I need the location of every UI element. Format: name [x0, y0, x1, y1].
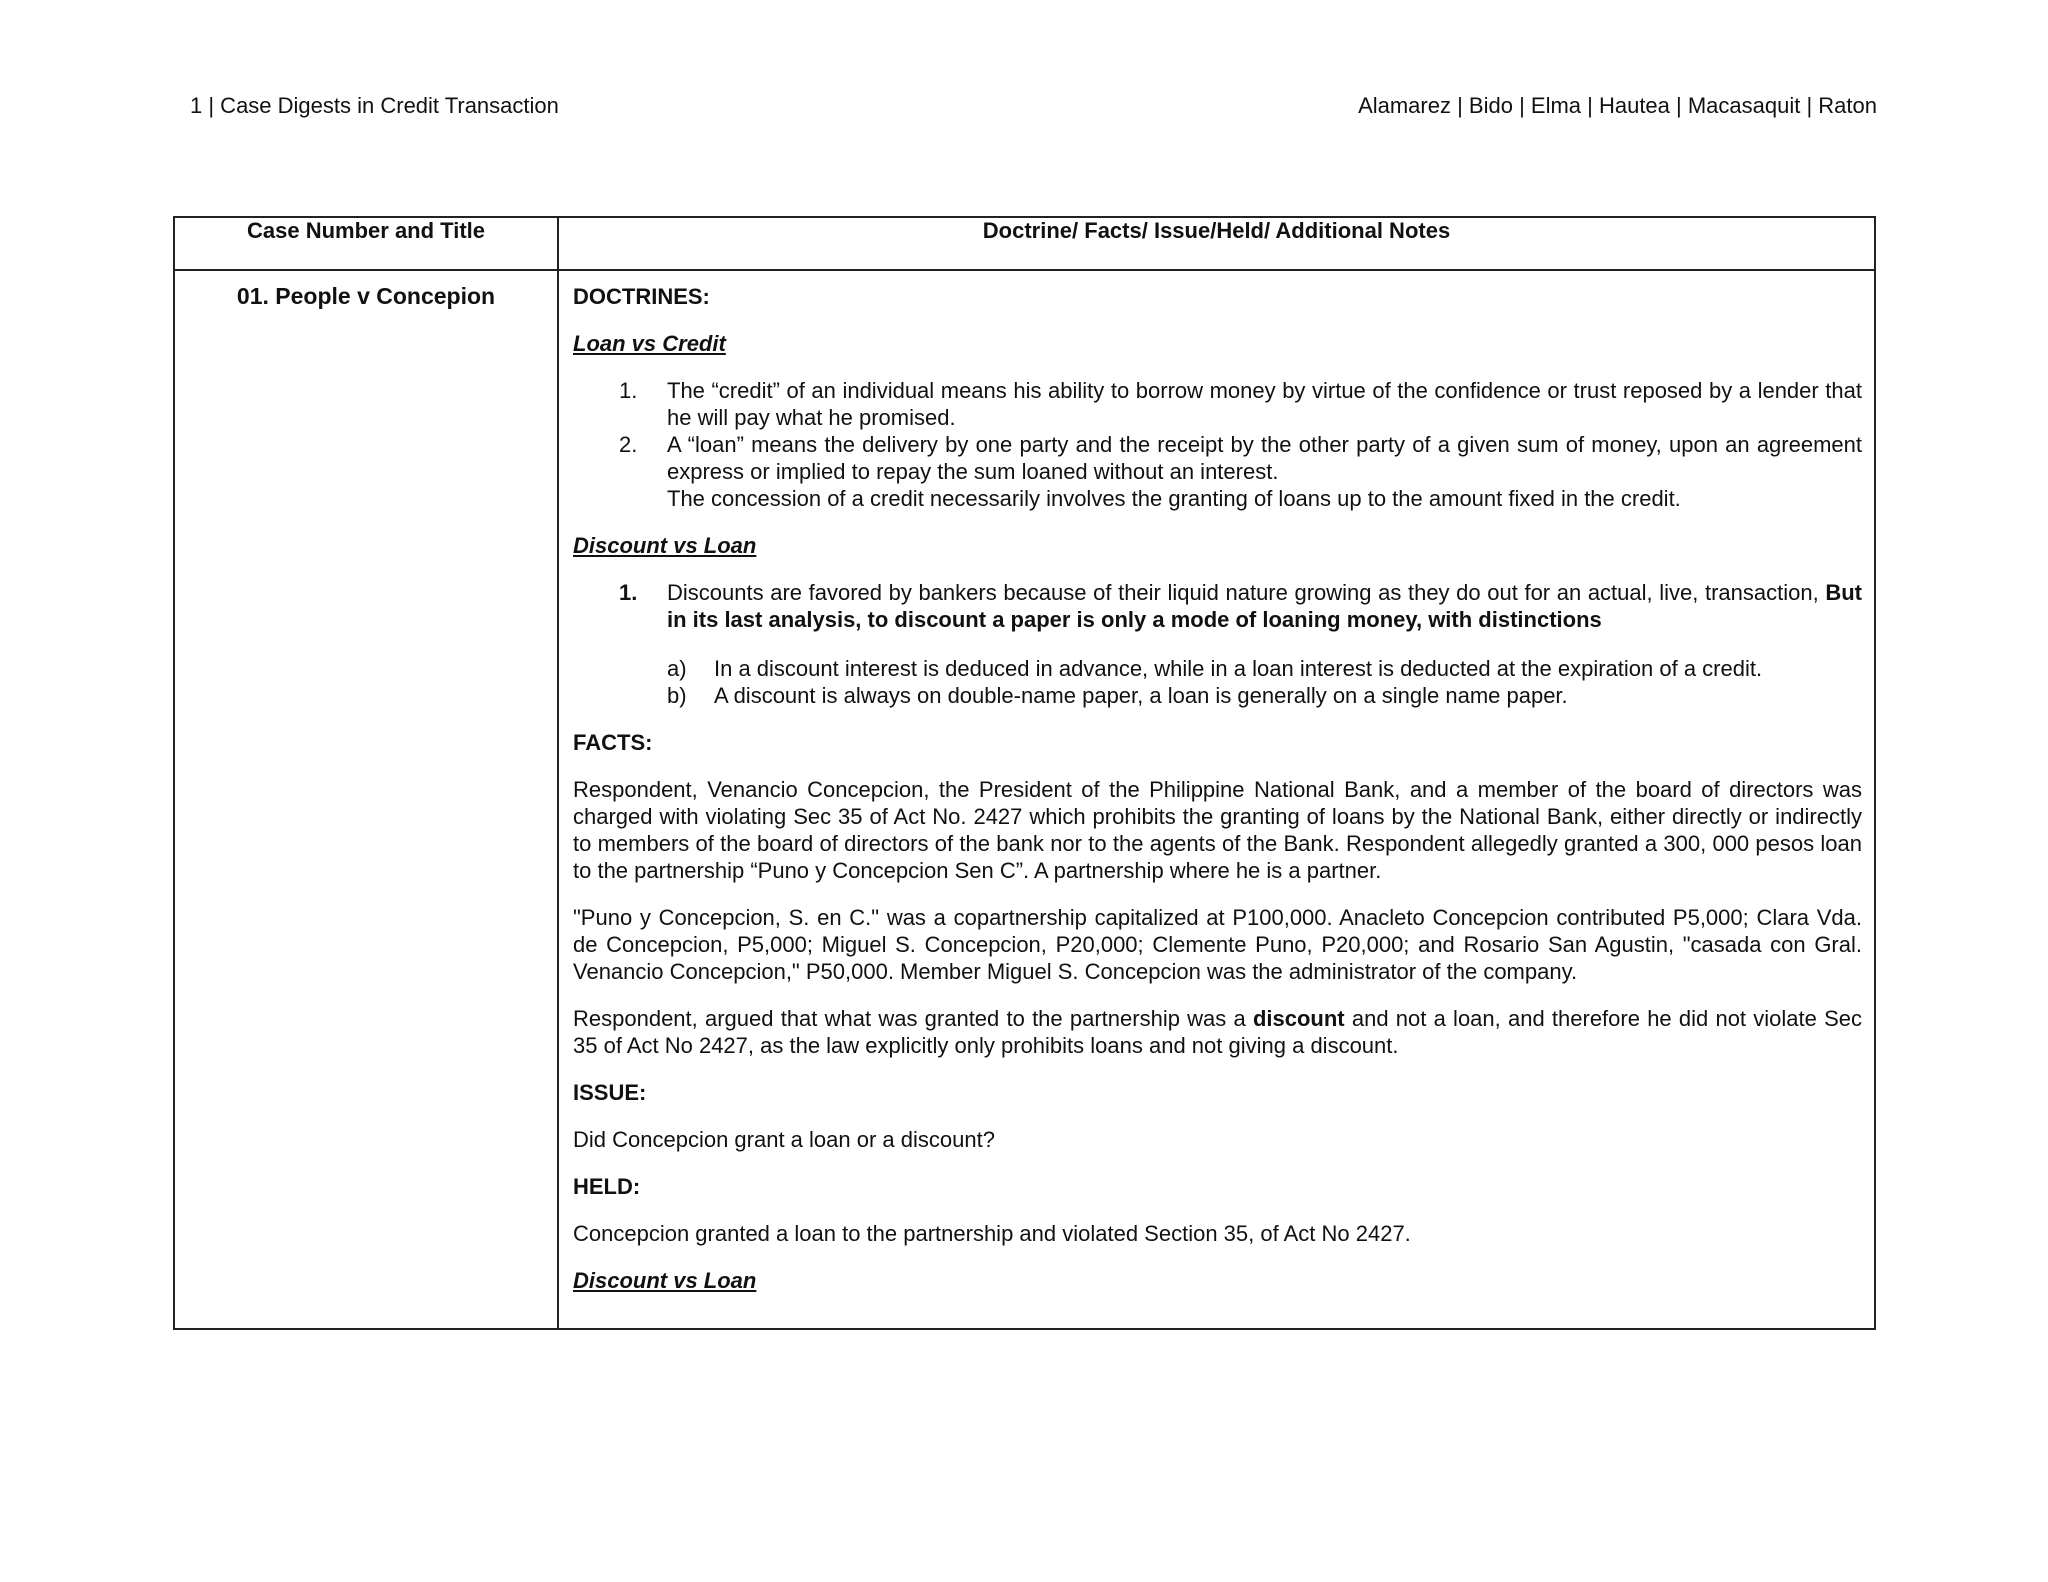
table-row [174, 270, 1875, 1329]
discount-vs-loan-heading: Discount vs Loan [573, 533, 757, 558]
list-text: The “credit” of an individual means his ability to borrow money by virtue of the confidence or trust reposed by a lender that he will pay what he promised. [667, 378, 1862, 430]
list-number: 2. [619, 432, 638, 457]
list-item [667, 682, 1862, 709]
doctrines-heading: DOCTRINES: [573, 284, 710, 309]
facts-text: and not a loan, and therefore he did not violate Sec 35 of Act No 2427, as the law explicitly only prohibits loans and not giving a discount. [573, 1006, 1862, 1058]
case-notes-cell [558, 270, 1875, 1329]
facts-paragraph: "Puno y Concepcion, S. en C." was a copartnership capitalized at P100,000. Anacleto Concepcion contributed P5,000; Clara Vda. de Concepcion, P5,000; Miguel S. Concepcion, P20,000; Clemente Puno, P20,000; and Rosario San Agustin, "casada con Gral. Venancio Concepcion," P50,000. Member Miguel S. Concepcion was the administrator of the company. [573, 905, 1862, 984]
list-item [573, 377, 1862, 431]
list-text-emphasis: But in its last analysis, to discount a paper is only a mode of loaning money, with distinctions [667, 580, 1862, 632]
list-item [573, 579, 1862, 709]
facts-paragraph [573, 1005, 1862, 1059]
facts-heading: FACTS: [573, 730, 653, 755]
issue-text: Did Concepcion grant a loan or a discount? [573, 1127, 995, 1152]
list-letter: b) [667, 683, 687, 708]
issue-heading: ISSUE: [573, 1080, 647, 1105]
facts-text: Respondent, argued that what was granted to the partnership was a [573, 1006, 1253, 1031]
list-letter: a) [667, 656, 687, 681]
facts-emphasis: discount [1252, 1006, 1345, 1031]
loan-vs-credit-heading: Loan vs Credit [573, 331, 726, 356]
list-item [573, 431, 1862, 512]
case-title: 01. People v Concepion [174, 270, 558, 1329]
list-item [667, 655, 1862, 682]
list-number: 1. [619, 580, 638, 605]
credit-concession-note: The concession of a credit necessarily involves the granting of loans up to the amount fixed in the credit. [667, 486, 1681, 511]
case-digest-table [173, 216, 1876, 1330]
loan-vs-credit-list [573, 377, 1862, 512]
column-header-notes: Doctrine/ Facts/ Issue/Held/ Additional Notes [558, 217, 1875, 270]
page-header-authors: Alamarez | Bido | Elma | Hautea | Macasaquit | Raton [1358, 93, 1877, 118]
list-text: In a discount interest is deduced in advance, while in a loan interest is deducted at the expiration of a credit. [714, 656, 1763, 681]
held-discount-vs-loan-heading: Discount vs Loan [573, 1268, 757, 1293]
discount-vs-loan-list [573, 579, 1862, 709]
list-number: 1. [619, 378, 638, 403]
facts-paragraph: Respondent, Venancio Concepcion, the President of the Philippine National Bank, and a member of the board of directors was charged with violating Sec 35 of Act No. 2427 which prohibits the granting of loans by the National Bank, either directly or indirectly to members of the board of directors of the bank nor to the agents of the Bank. Respondent allegedly granted a 300, 000 pesos loan to the partnership “Puno y Concepcion Sen C”. A partnership where he is a partner. [573, 777, 1862, 883]
table-header-row [174, 217, 1875, 270]
list-text: Discounts are favored by bankers because of their liquid nature growing as they do out for an actual, live, transaction, [667, 580, 1826, 605]
column-header-case: Case Number and Title [174, 217, 558, 270]
list-text: A “loan” means the delivery by one party and the receipt by the other party of a given sum of money, upon an agreement express or implied to repay the sum loaned without an interest. [667, 432, 1862, 484]
held-heading: HELD: [573, 1174, 641, 1199]
distinctions-list [667, 655, 1862, 709]
page-header-title: 1 | Case Digests in Credit Transaction [190, 93, 559, 118]
held-text: Concepcion granted a loan to the partnership and violated Section 35, of Act No 2427. [573, 1221, 1411, 1246]
list-text: A discount is always on double-name paper, a loan is generally on a single name paper. [714, 683, 1568, 708]
